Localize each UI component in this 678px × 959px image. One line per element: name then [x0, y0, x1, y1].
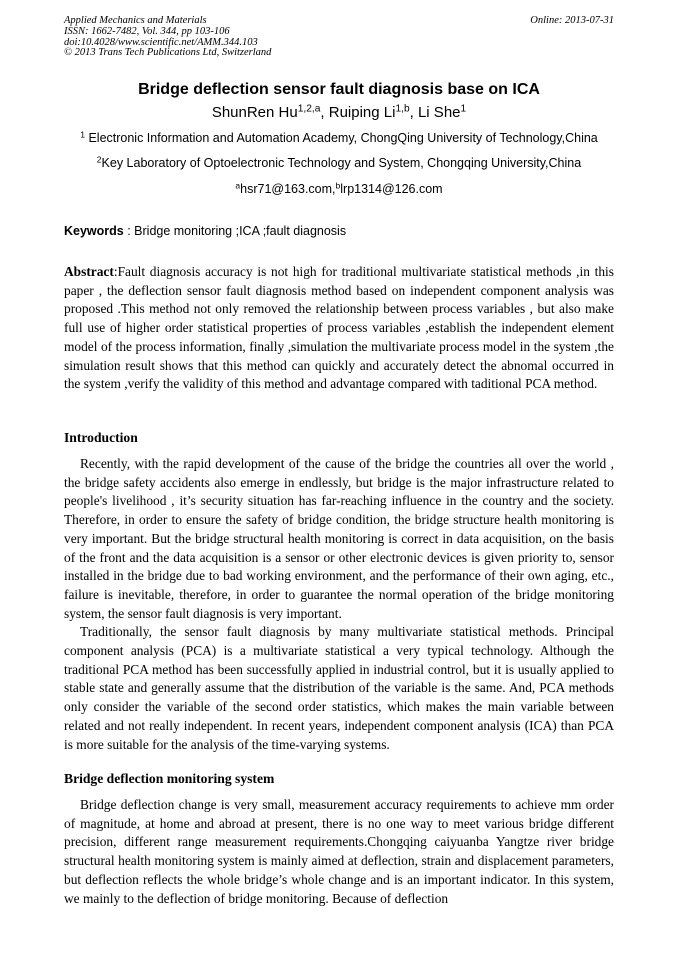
author-separator: ,	[320, 104, 329, 121]
email-superscript: a	[235, 180, 241, 191]
author-list	[0, 104, 678, 121]
issn-line: ISSN: 1662-7482, Vol. 344, pp 103-106	[64, 25, 230, 37]
author-superscript: 1,2,a	[297, 103, 321, 115]
author-name: Li She	[417, 104, 461, 121]
doi-line: doi:10.4028/www.scientific.net/AMM.344.103	[64, 36, 258, 48]
paper-title: Bridge deflection sensor fault diagnosis base on ICA	[138, 81, 540, 98]
body-paragraph: Bridge deflection change is very small, measurement accuracy requirements to achieve mm order of magnitude, at home and abroad at present, there is no one way to meet various bridge different precision, different range measurement requirements.Chongqing caiyuanba Yangtze river bridge structural health monitoring system is mainly aimed at deflection, strain and displacement parameters, but deflection reflects the whole bridge’s whole change and is an important indicator. In this system, we mainly to the deflection of bridge monitoring. Because of deflection	[64, 797, 614, 906]
section-heading-bridge-monitoring: Bridge deflection monitoring system	[64, 771, 275, 786]
affiliation-text: Electronic Information and Automation Academy, ChongQing University of Technology,China	[88, 131, 598, 145]
keywords-text: : Bridge monitoring ;ICA ;fault diagnosis	[123, 224, 347, 238]
affiliation-superscript: 2	[96, 154, 102, 165]
body-paragraph: Recently, with the rapid development of the cause of the bridge the countries all over the world , the bridge safety accidents also emerge in endlessly, but bridge is the major infrastructure related to people's livelihood , it’s security situation has far-reaching influence in the country and the society. Therefore, in order to ensure the safety of bridge condition, the bridge structure health monitoring is very important. But the bridge structural health monitoring is correct in data acquisition, on the basis of the front and the data acquisition is a sensor or other electronic devices is given priority to, sensor installed in the bridge due to bad working environment, and the performance of their own aging, etc., failure is inevitable, therefore, in order to guarantee the normal operation of the bridge monitoring system, the sensor fault diagnosis is very important.	[64, 456, 614, 621]
keywords-label: Keywords	[64, 224, 124, 238]
author-superscript: 1	[460, 103, 467, 115]
abstract-label: Abstract	[64, 264, 114, 279]
keywords-line	[64, 224, 614, 238]
author-separator: ,	[409, 104, 418, 121]
affiliation-2	[0, 156, 678, 170]
abstract-paragraph	[64, 263, 614, 394]
author-name: ShunRen Hu	[211, 104, 298, 121]
affiliation-superscript: 1	[80, 129, 85, 140]
introduction-body	[64, 455, 614, 754]
email-line	[0, 182, 678, 196]
journal-name: Applied Mechanics and Materials	[64, 15, 207, 26]
journal-header	[64, 16, 271, 59]
email-address: lrp1314@126.com	[340, 182, 443, 196]
author-superscript: 1,b	[395, 103, 410, 115]
body-paragraph: Traditionally, the sensor fault diagnosis by many multivariate statistical methods. Principal component analysis (PCA) is a multivariate statistical a very typical technology. Although the traditional PCA method has been successfully applied in industrial control, but it is usually applied to stable state and generally assume that the distribution of the variable is the same. And, PCA methods only consider the variable of the second order statistics, which makes the main variable between related and not really independent. In recent years, independent component analysis (ICA) than PCA is more suitable for the analysis of the time-varying systems.	[64, 624, 614, 752]
copyright-line: © 2013 Trans Tech Publications Ltd, Switzerland	[64, 47, 272, 59]
section-heading-introduction: Introduction	[64, 430, 138, 445]
bridge-section-body	[64, 796, 614, 908]
abstract-text: :Fault diagnosis accuracy is not high for traditional multivariate statistical methods ,in this paper , the deflection sensor fault diagnosis method based on independent component analysis was proposed .This method not only removed the relationship between process variables , but also make full use of higher order statistical properties of process variables ,establish the independent element model of the process information, finally ,simulation the multivariate process model in the system ,the simulation result shows that this method can quickly and accurately detect the abnomal occurred in the system ,verify the validity of this method and advantage compared with taditional PCA method.	[64, 264, 614, 392]
online-date: Online: 2013-07-31	[530, 15, 614, 26]
affiliation-1	[0, 131, 678, 145]
email-address: hsr71@163.com,	[240, 182, 336, 196]
email-superscript: b	[335, 180, 341, 191]
author-name: Ruiping Li	[328, 104, 396, 121]
affiliation-text: Key Laboratory of Optoelectronic Technology and System, Chongqing University,China	[101, 156, 582, 170]
